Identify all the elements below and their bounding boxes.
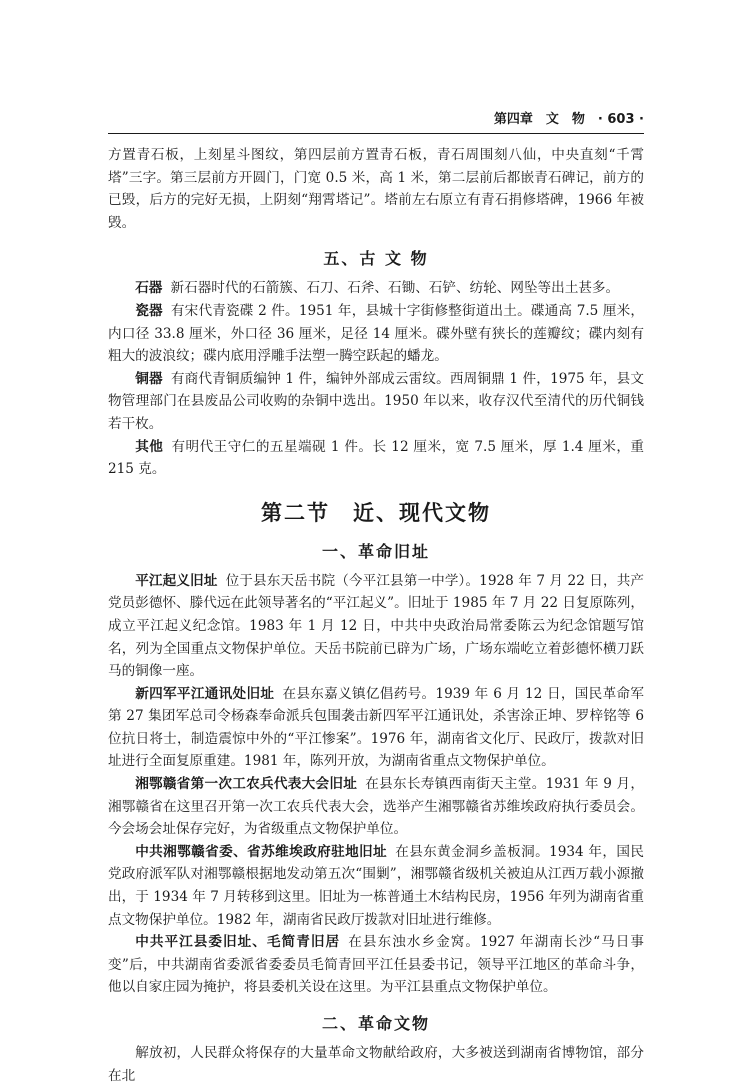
- section-title-ancient-relics: 五、古 文 物: [323, 249, 429, 269]
- entry-term: 石器: [135, 280, 163, 297]
- entry-term: 其他: [135, 438, 164, 455]
- entry-site: [108, 931, 644, 999]
- entry-term: 新四军平江通讯处旧址: [135, 685, 275, 702]
- page-body: [108, 144, 644, 1087]
- entry-term: 平江起义旧址: [135, 572, 218, 589]
- entry-bronze: [108, 368, 644, 436]
- entry-text: 在县东浊水乡金窝。1927 年湖南长沙“马日事变”后，中共湖南省委派省委委员毛简青回平江任县委书记，领导平江地区的革命斗争，他以自家庄园为掩护，将县委机关设在这里。为平江县重点文物保护单位。: [108, 934, 644, 996]
- paragraph-continued: 方置青石板，上刻星斗图纹，第四层前方置青石板，青石周围刻八仙，中央直刻“千霄塔”三字。第三层前方开圆门，门宽 0.5 米，高 1 米，第二层前后都嵌青石碑记，前方的已毁，后方的完好无损，上阴刻“翔霄塔记”。塔前左右原立有青石捐修塔碑，1966 年被毁。: [108, 147, 644, 231]
- entry-text: 有商代青铜质编钟 1 件，编钟外部成云雷纹。西周铜鼎 1 件，1975 年，县文物管理部门在县废品公司收购的杂铜中选出。1950 年以来，收存汉代至清代的历代铜钱若干枚。: [108, 370, 645, 432]
- entry-term: 湘鄂赣省第一次工农兵代表大会旧址: [135, 776, 358, 793]
- entry-text: 在县东黄金洞乡盖板洞。1934 年，国民党政府派军队对湘鄂赣根据地发动第五次“围剿”，湘鄂赣省级机关被迫从江西万载小源撤出，于 1934 年 7 月转移到这里。旧址为一栋普通土木结构民房，1956 年列为湖南省重点文物保护单位。1982 年，湖南省民政厅拨款对旧址进行维修。: [108, 843, 644, 928]
- entry-text: 在县东嘉义镇亿倡药号。1939 年 6 月 12 日，国民革命军第 27 集团军总司令杨森奉命派兵包围袭击新四军平江通讯处，杀害涂正坤、罗梓铭等 6 位抗日将士，制造震惊中外的“平江惨案”。1976 年，湖南省文化厅、民政厅，拨款对旧址进行全面复原重建。1981 年，陈列开放，为湖南省重点文物保护单位。: [108, 685, 645, 770]
- entry-site: [108, 841, 644, 931]
- entry-term: 中共湘鄂赣省委、省苏维埃政府驻地旧址: [135, 843, 388, 860]
- entry-site: [108, 773, 644, 841]
- entry-text: 有明代王守仁的五星端砚 1 件。长 12 厘米，宽 7.5 厘米，厚 1.4 厘米，重 215 克。: [108, 438, 645, 478]
- entry-site: [108, 683, 644, 773]
- entry-text: 有宋代青瓷碟 2 件。1951 年，县城十字街修整街道出土。碟通高 7.5 厘米，内口径 33.8 厘米，外口径 36 厘米，足径 14 厘米。碟外壁有狭长的莲瓣纹；碟内刻有粗大的波浪纹；碟内底用浮雕手法塑一腾空跃起的蟠龙。: [108, 302, 644, 365]
- subsection-title-revolutionary-sites: 一、革命旧址: [321, 541, 430, 561]
- entry-term: 中共平江县委旧址、毛简青旧居: [135, 934, 341, 951]
- entry-term: 瓷器: [135, 302, 163, 319]
- running-head: 第四章 文 物 · 603 ·: [493, 112, 644, 127]
- subsection-title-revolutionary-relics: 二、革命文物: [321, 1014, 430, 1033]
- entry-other: [108, 436, 644, 481]
- entry-porcelain: [108, 300, 644, 368]
- entry-term: 铜器: [135, 370, 163, 387]
- paragraph-revolutionary-relics: 解放初，人民群众将保存的大量革命文物献给政府，大多被送到湖南省博物馆，部分在北: [108, 1045, 644, 1084]
- header-rule: [108, 133, 644, 134]
- entry-stone: [108, 277, 644, 300]
- entry-text: 新石器时代的石箭簇、石刀、石斧、石锄、石铲、纺轮、网坠等出土甚多。: [170, 280, 620, 297]
- section-title-modern-relics: 第二节 近、现代文物: [261, 500, 491, 525]
- entry-text: 位于县东天岳书院（今平江县第一中学）。1928 年 7 月 22 日，共产党员彭德怀、滕代远在此领导著名的“平江起义”。旧址于 1985 年 7 月 22 日复原陈列，成立平江起义纪念馆。1983 年 1 月 12 日，中共中央政治局常委陈云为纪念馆题写馆名，列为全国重点文物保护单位。天岳书院前已辟为广场，广场东端屹立着彭德怀横刀跃马的铜像一座。: [108, 572, 644, 680]
- entry-text: 在县东长寿镇西南街天主堂。1931 年 9 月，湘鄂赣省在这里召开第一次工农兵代表大会，选举产生湘鄂赣省苏维埃政府执行委员会。今会场会址保存完好，为省级重点文物保护单位。: [108, 776, 644, 838]
- entry-site: [108, 570, 644, 683]
